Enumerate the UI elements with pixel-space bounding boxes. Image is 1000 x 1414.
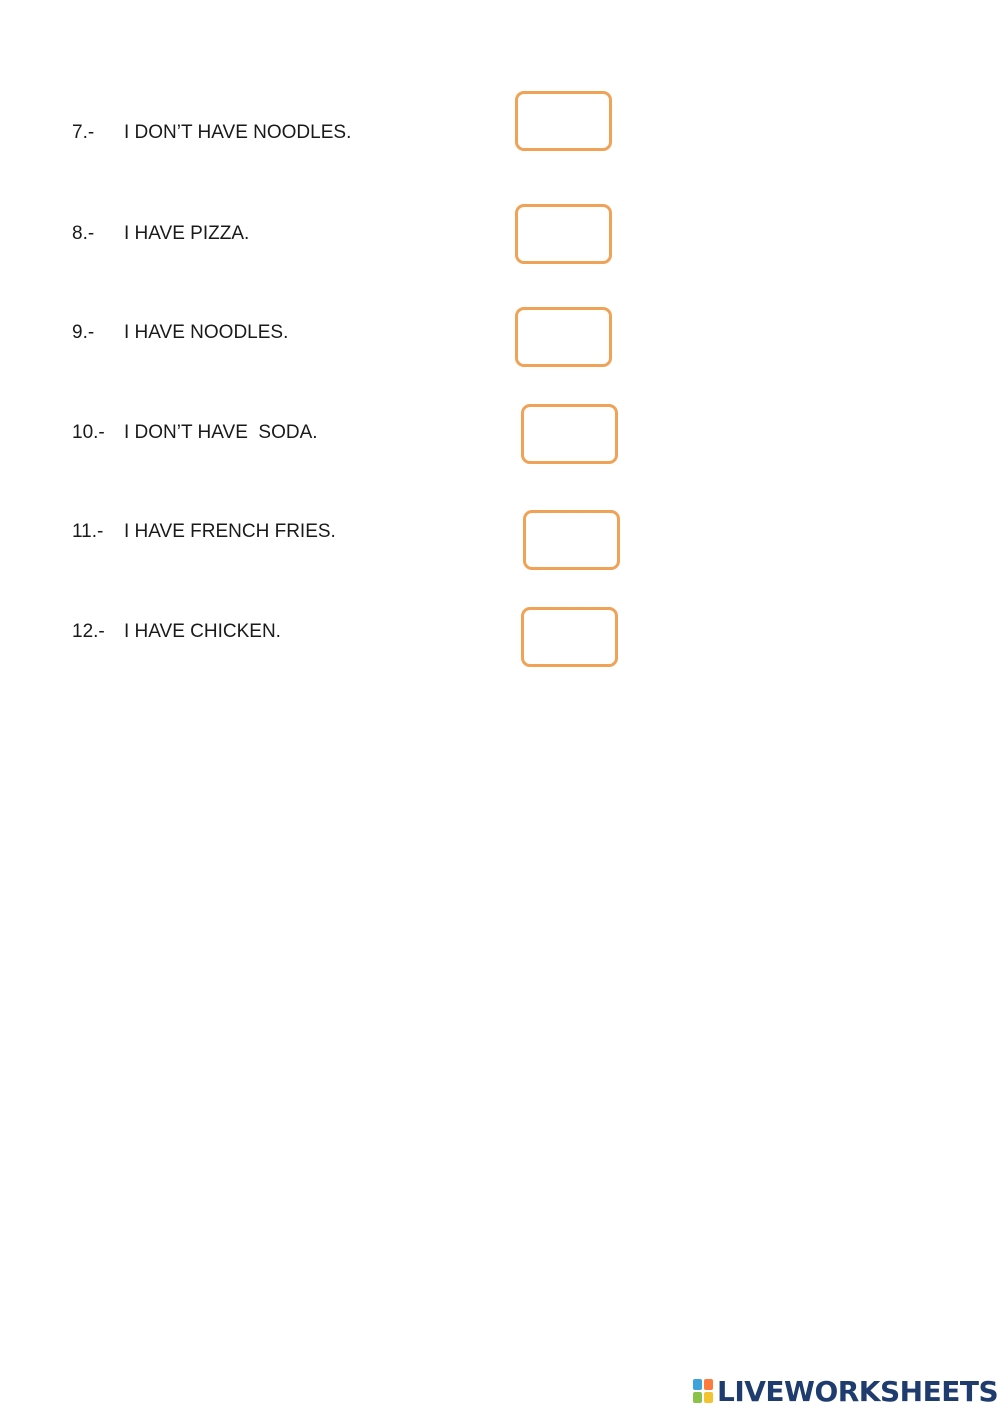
answer-box-8[interactable] (515, 204, 612, 264)
question-row-10 (0, 421, 1000, 491)
question-number: 12.- (72, 621, 105, 642)
liveworksheets-logo-icon (692, 1378, 714, 1404)
question-row-8 (0, 222, 1000, 292)
question-row-11 (0, 520, 1000, 590)
answer-box-7[interactable] (515, 91, 612, 151)
question-number: 10.- (72, 422, 105, 443)
question-text: I HAVE CHICKEN. (124, 621, 281, 642)
question-text: I HAVE NOODLES. (124, 322, 289, 343)
question-text: I HAVE PIZZA. (124, 223, 250, 244)
answer-box-12[interactable] (521, 607, 618, 667)
liveworksheets-logo (692, 1374, 998, 1408)
answer-box-10[interactable] (521, 404, 618, 464)
question-row-9 (0, 321, 1000, 391)
question-number: 11.- (72, 521, 104, 542)
logo-text: LIVEWORKSHEETS (717, 1374, 999, 1408)
answer-box-11[interactable] (523, 510, 620, 570)
question-number: 7.- (72, 122, 95, 143)
question-text: I DON’T HAVE NOODLES. (124, 122, 352, 143)
question-text: I HAVE FRENCH FRIES. (124, 521, 336, 542)
answer-box-9[interactable] (515, 307, 612, 367)
question-row-12 (0, 620, 1000, 690)
question-row-7 (0, 121, 1000, 191)
question-number: 8.- (72, 223, 95, 244)
question-number: 9.- (72, 322, 95, 343)
question-text: I DON’T HAVE SODA. (124, 422, 318, 443)
